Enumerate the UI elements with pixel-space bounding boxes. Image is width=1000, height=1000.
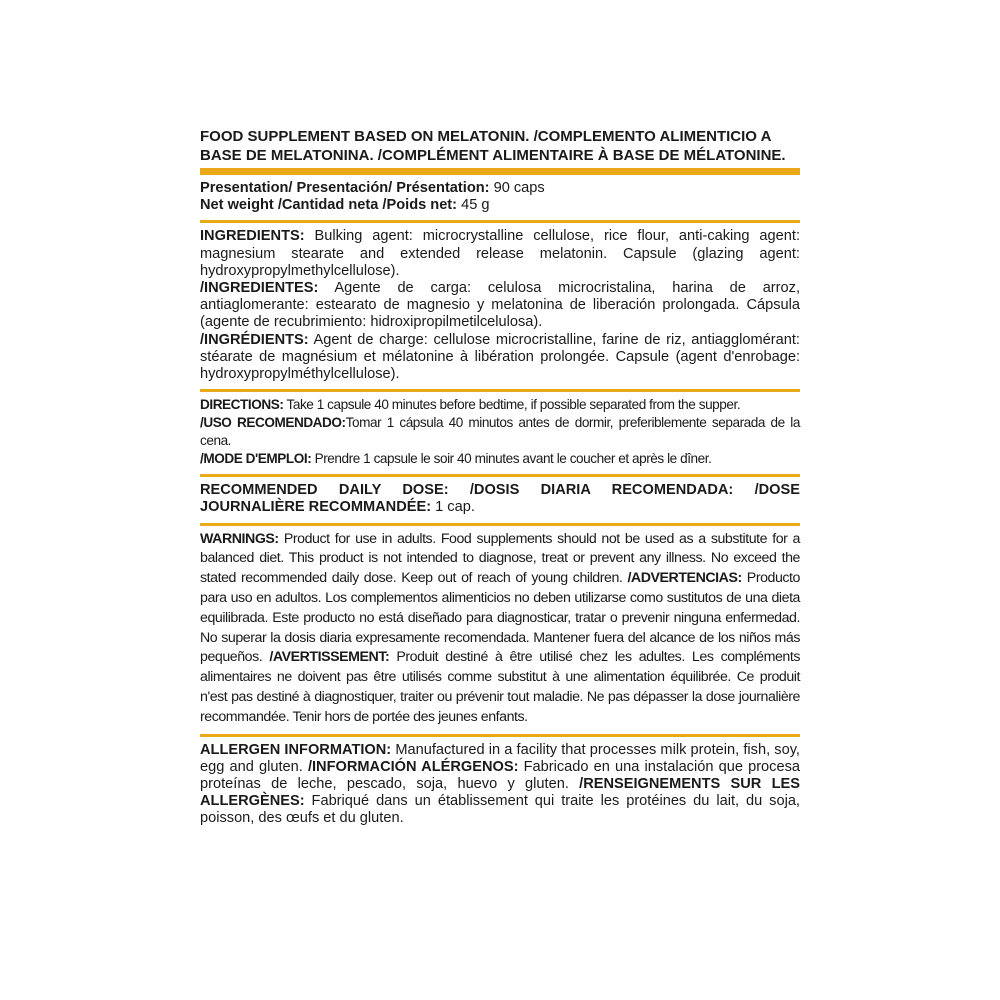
directions-es (200, 414, 800, 450)
directions-fr-label: /MODE D'EMPLOI: (200, 451, 312, 467)
ingredients-section (200, 228, 800, 383)
accent-divider (200, 168, 800, 175)
allergen-fr-label: /RENSEIGNEMENTS SUR LES ALLERGÈNES: (200, 776, 800, 810)
ingredients-es-text: Agente de carga: celulosa microcristalina, harina de arroz, antiaglomerante: estearato de magnesio y melatonina de liberación prolongada. Cápsula (agente de recubrimiento: hidroxipropilmetilcelulosa). (200, 280, 800, 331)
supplement-label (200, 128, 800, 828)
ingredients-en-text: Bulking agent: microcrystalline cellulose, rice flour, anti-caking agent: magnesium stearate and extended release melatonin. Capsule (glazing agent: hydroxypropylmethylcellulose). (200, 228, 800, 279)
allergen-es-label: /INFORMACIÓN ALÉRGENOS: (307, 758, 519, 775)
warnings-fr-text: Produit destiné à être utilisé chez les adultes. Les compléments alimentaires ne doivent pas être utilisés comme substitut à une alimentation équilibrée. Ce produit n'est pas destiné à diagnostiquer, traiter ou prévenir tout maladie. Ne pas dépasser la dose journalière recommandée. Tenir hors de portée des jeunes enfants. (200, 649, 800, 725)
presentation-section (200, 180, 800, 214)
section-divider (200, 523, 800, 526)
ingredients-fr-text: Agent de charge: cellulose microcristalline, farine de riz, antiagglomérant: stéarate de magnésium et mélatonine à libération prolongée. Capsule (agent d'enrobage: hydroxypropylméthylcellulose). (200, 331, 800, 383)
warnings-fr-label: /AVERTISSEMENT: (269, 649, 390, 666)
product-title: FOOD SUPPLEMENT BASED ON MELATONIN. /COMPLEMENTO ALIMENTICIO A BASE DE MELATONINA. /COMPLÉMENT ALIMENTAIRE À BASE DE MÉLATONINE. (200, 128, 786, 164)
ingredients-en (200, 228, 800, 280)
daily-dose-section (200, 482, 800, 516)
section-divider (200, 389, 800, 392)
warnings-text (200, 530, 800, 728)
directions-en (200, 396, 800, 414)
warnings-es-text: Producto para uso en adultos. Los complementos alimenticios no deben utilizarse como sustitutos de una dieta equilibrada. Este producto no está diseñado para diagnosticar, tratar o prevenir ninguna enfermedad. No superar la dosis diaria expresamente recomendada. Mantener fuera del alcance de los niños más pequeños. (200, 570, 800, 666)
allergen-es-text: Fabricado en una instalación que procesa proteínas de leche, pescado, soja, huevo y gluten. (200, 758, 800, 793)
section-divider (200, 474, 800, 477)
ingredients-es (200, 280, 800, 332)
directions-es-label: /USO RECOMENDADO: (200, 415, 346, 431)
warnings-section (200, 530, 800, 728)
allergen-section (200, 742, 800, 828)
section-divider (200, 734, 800, 737)
directions-fr-text: Prendre 1 capsule le soir 40 minutes avant le coucher et après le dîner. (311, 451, 712, 467)
section-divider (200, 220, 800, 223)
net-weight-value: 45 g (457, 197, 490, 214)
allergen-en-label: ALLERGEN INFORMATION: (200, 741, 392, 758)
net-weight-label: Net weight /Cantidad neta /Poids net: (200, 197, 458, 214)
directions-en-label: DIRECTIONS: (200, 397, 284, 413)
allergen-fr-text: Fabriqué dans un établissement qui traite les protéines du lait, du soja, poisson, des œufs et du gluten. (200, 793, 800, 827)
warnings-en-text: Product for use in adults. Food supplements should not be used as a substitute for a balanced diet. This product is not intended to diagnose, treat or prevent any illness. No exceed the stated recommended daily dose. Keep out of reach of young children. (200, 530, 800, 587)
ingredients-es-label: /INGREDIENTES: (200, 280, 319, 297)
allergen-en-text: Manufactured in a facility that processes milk protein, fish, soy, egg and gluten. (200, 741, 800, 775)
ingredients-en-label: INGREDIENTS: (200, 228, 305, 245)
daily-dose-value: 1 cap. (431, 499, 475, 516)
presentation-value: 90 caps (489, 180, 545, 196)
presentation-label: Presentation/ Presentación/ Présentation: (200, 180, 490, 196)
directions-es-text: Tomar 1 cápsula 40 minutos antes de dormir, preferiblemente separada de la cena. (200, 415, 800, 449)
warnings-es-label: /ADVERTENCIAS: (627, 570, 742, 587)
ingredients-fr (200, 332, 800, 384)
presentation-line (200, 180, 800, 197)
directions-section (200, 396, 800, 468)
ingredients-fr-label: /INGRÉDIENTS: (200, 331, 309, 348)
directions-fr (200, 450, 800, 468)
directions-en-text: Take 1 capsule 40 minutes before bedtime, if possible separated from the supper. (283, 397, 741, 413)
allergen-text (200, 742, 800, 828)
daily-dose-label: RECOMMENDED DAILY DOSE: /DOSIS DIARIA RECOMENDADA: /DOSE JOURNALIÈRE RECOMMANDÉE: (200, 482, 800, 516)
daily-dose-line (200, 482, 800, 516)
net-weight-line (200, 197, 800, 214)
warnings-en-label: WARNINGS: (200, 530, 279, 547)
